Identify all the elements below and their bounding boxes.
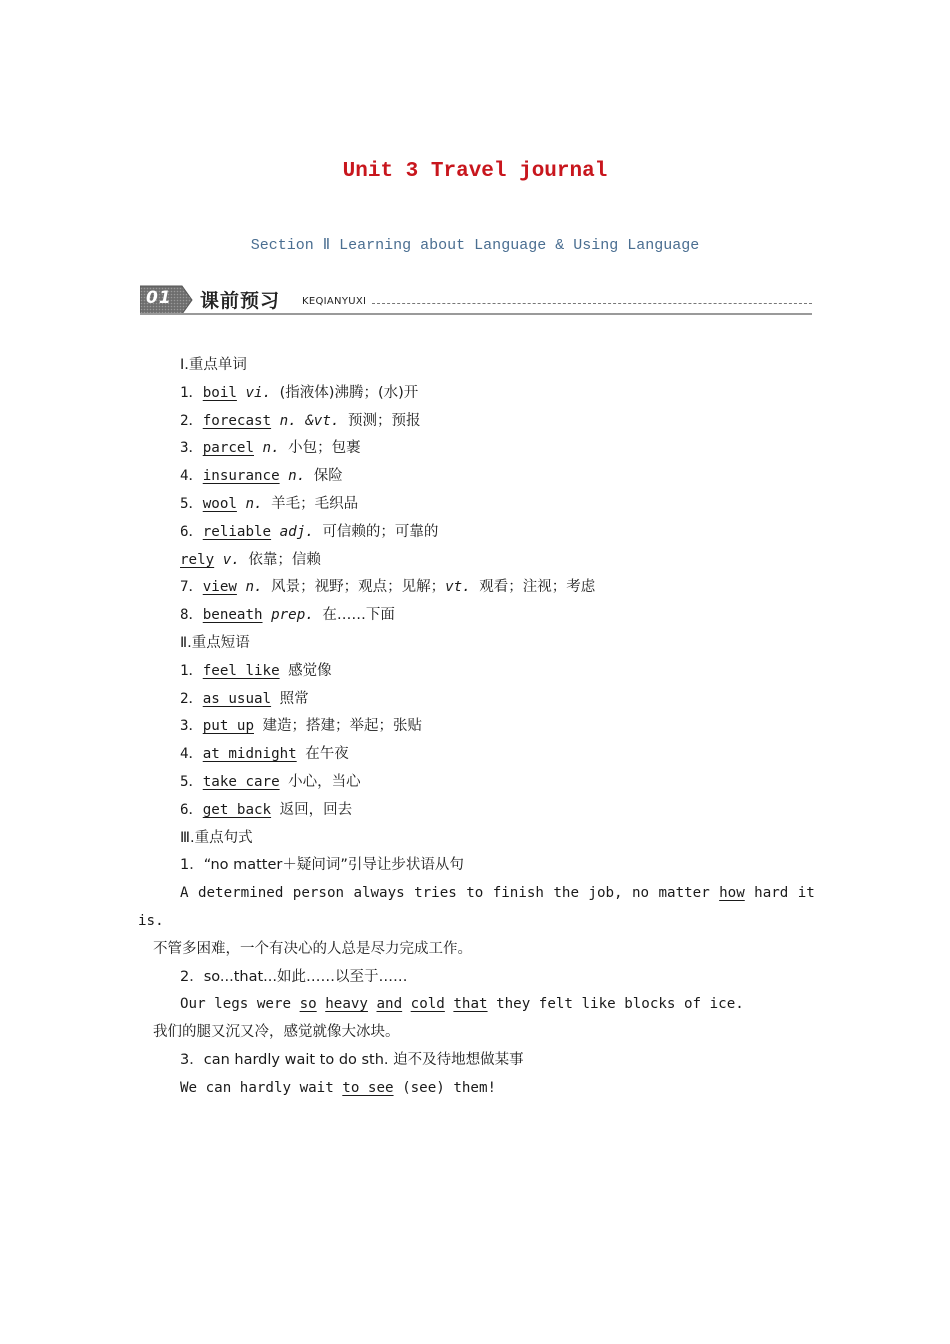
section-heading-words: Ⅰ.重点单词 [180, 357, 247, 373]
phrase-item: 3．put up 建造；搭建；举起；张贴 [180, 718, 423, 735]
banner-underline [140, 313, 812, 315]
answer-blank: how [719, 885, 745, 902]
document-body [0, 352, 950, 1103]
answer-blank: and [376, 996, 403, 1013]
example-sentence: We can hardly wait to see (see) them! [180, 1079, 497, 1096]
sentence-word: hard [754, 885, 789, 902]
answer-blank: boil [202, 384, 237, 401]
answer-blank: parcel [202, 440, 254, 457]
answer-blank: put up [202, 718, 254, 735]
sentence-pattern-title: 1．“no matter＋疑问词”引导让步状语从句 [180, 857, 464, 874]
example-translation: 我们的腿又沉又冷，感觉就像大冰块。 [153, 1024, 400, 1041]
sentence-word: person [292, 885, 345, 902]
page-title: Unit 3 Travel journal [342, 160, 608, 183]
answer-blank: that [453, 996, 488, 1013]
example-sentence-justified [180, 880, 815, 908]
answer-blank: at midnight [202, 746, 297, 763]
answer-blank: get back [202, 801, 272, 818]
phrase-item: 6．get back 返回，回去 [180, 801, 353, 818]
word-item: rely v. 依靠；信赖 [180, 551, 321, 568]
answer-blank: take care [202, 773, 280, 790]
section-heading-phrases: Ⅱ.重点短语 [180, 634, 250, 651]
sentence-word: tries [414, 885, 457, 902]
banner-dashed-rule [372, 303, 812, 304]
phrase-item: 4．at midnight 在午夜 [180, 746, 349, 763]
answer-blank: forecast [202, 412, 272, 429]
section-heading-sentences: Ⅲ.重点句式 [180, 829, 253, 846]
sentence-word: the [553, 885, 579, 902]
sentence-word: always [353, 885, 405, 902]
answer-blank: insurance [202, 468, 280, 485]
banner-pinyin: KEQIANYUXI [302, 296, 367, 307]
answer-blank: as usual [202, 690, 272, 707]
section-banner [140, 284, 812, 318]
answer-blank: rely [180, 551, 215, 568]
phrase-item: 5．take care 小心，当心 [180, 773, 361, 790]
answer-blank: cold [410, 996, 445, 1013]
word-item: 3．parcel n. 小包；包裹 [180, 440, 361, 457]
word-item: 6．reliable adj. 可信赖的；可靠的 [180, 523, 439, 540]
answer-blank: heavy [325, 996, 368, 1013]
sentence-word: it [797, 885, 815, 902]
phrase-item: 1．feel like 感觉像 [180, 662, 332, 679]
sentence-word: no [631, 885, 650, 902]
answer-blank: so [299, 996, 317, 1013]
word-item: 7．view n. 风景；视野；观点；见解；vt. 观看；注视；考虑 [180, 579, 596, 596]
answer-blank: feel like [202, 662, 280, 679]
word-item: 5．wool n. 羊毛；毛织品 [180, 495, 359, 512]
example-sentence-wrap: is. [138, 912, 164, 929]
phrase-item: 2．as usual 照常 [180, 690, 309, 707]
sentence-word: A [180, 885, 189, 902]
answer-blank: wool [202, 495, 237, 512]
banner-title: 课前预习 [200, 290, 281, 312]
sentence-pattern-title: 2．so...that...如此……以至于…… [180, 968, 408, 985]
answer-blank: beneath [202, 607, 263, 624]
example-sentence [0, 880, 950, 908]
sentence-word: determined [197, 885, 284, 902]
sentence-word: matter [658, 885, 710, 902]
sentence-pattern-title: 3．can hardly wait to do sth. 迫不及待地想做某事 [180, 1051, 524, 1068]
example-translation: 不管多困难，一个有决心的人总是尽力完成工作。 [153, 940, 472, 957]
word-item: 2．forecast n. &vt. 预测；预报 [180, 412, 421, 429]
word-item: 4．insurance n. 保险 [180, 468, 343, 485]
banner-number: 01 [146, 288, 172, 308]
section-subtitle: Section Ⅱ Learning about Language & Using Language [250, 237, 700, 254]
sentence-word: job, [588, 885, 623, 902]
sentence-word: finish [492, 885, 544, 902]
example-sentence: Our legs were so heavy and cold that they felt like blocks of ice. [180, 996, 744, 1013]
sentence-word: to [466, 885, 484, 902]
answer-blank: reliable [202, 523, 272, 540]
answer-blank: view [202, 579, 237, 596]
answer-blank: to see [342, 1079, 394, 1096]
word-item: 1．boil vi. (指液体)沸腾；(水)开 [180, 384, 419, 401]
word-item: 8．beneath prep. 在……下面 [180, 607, 395, 624]
